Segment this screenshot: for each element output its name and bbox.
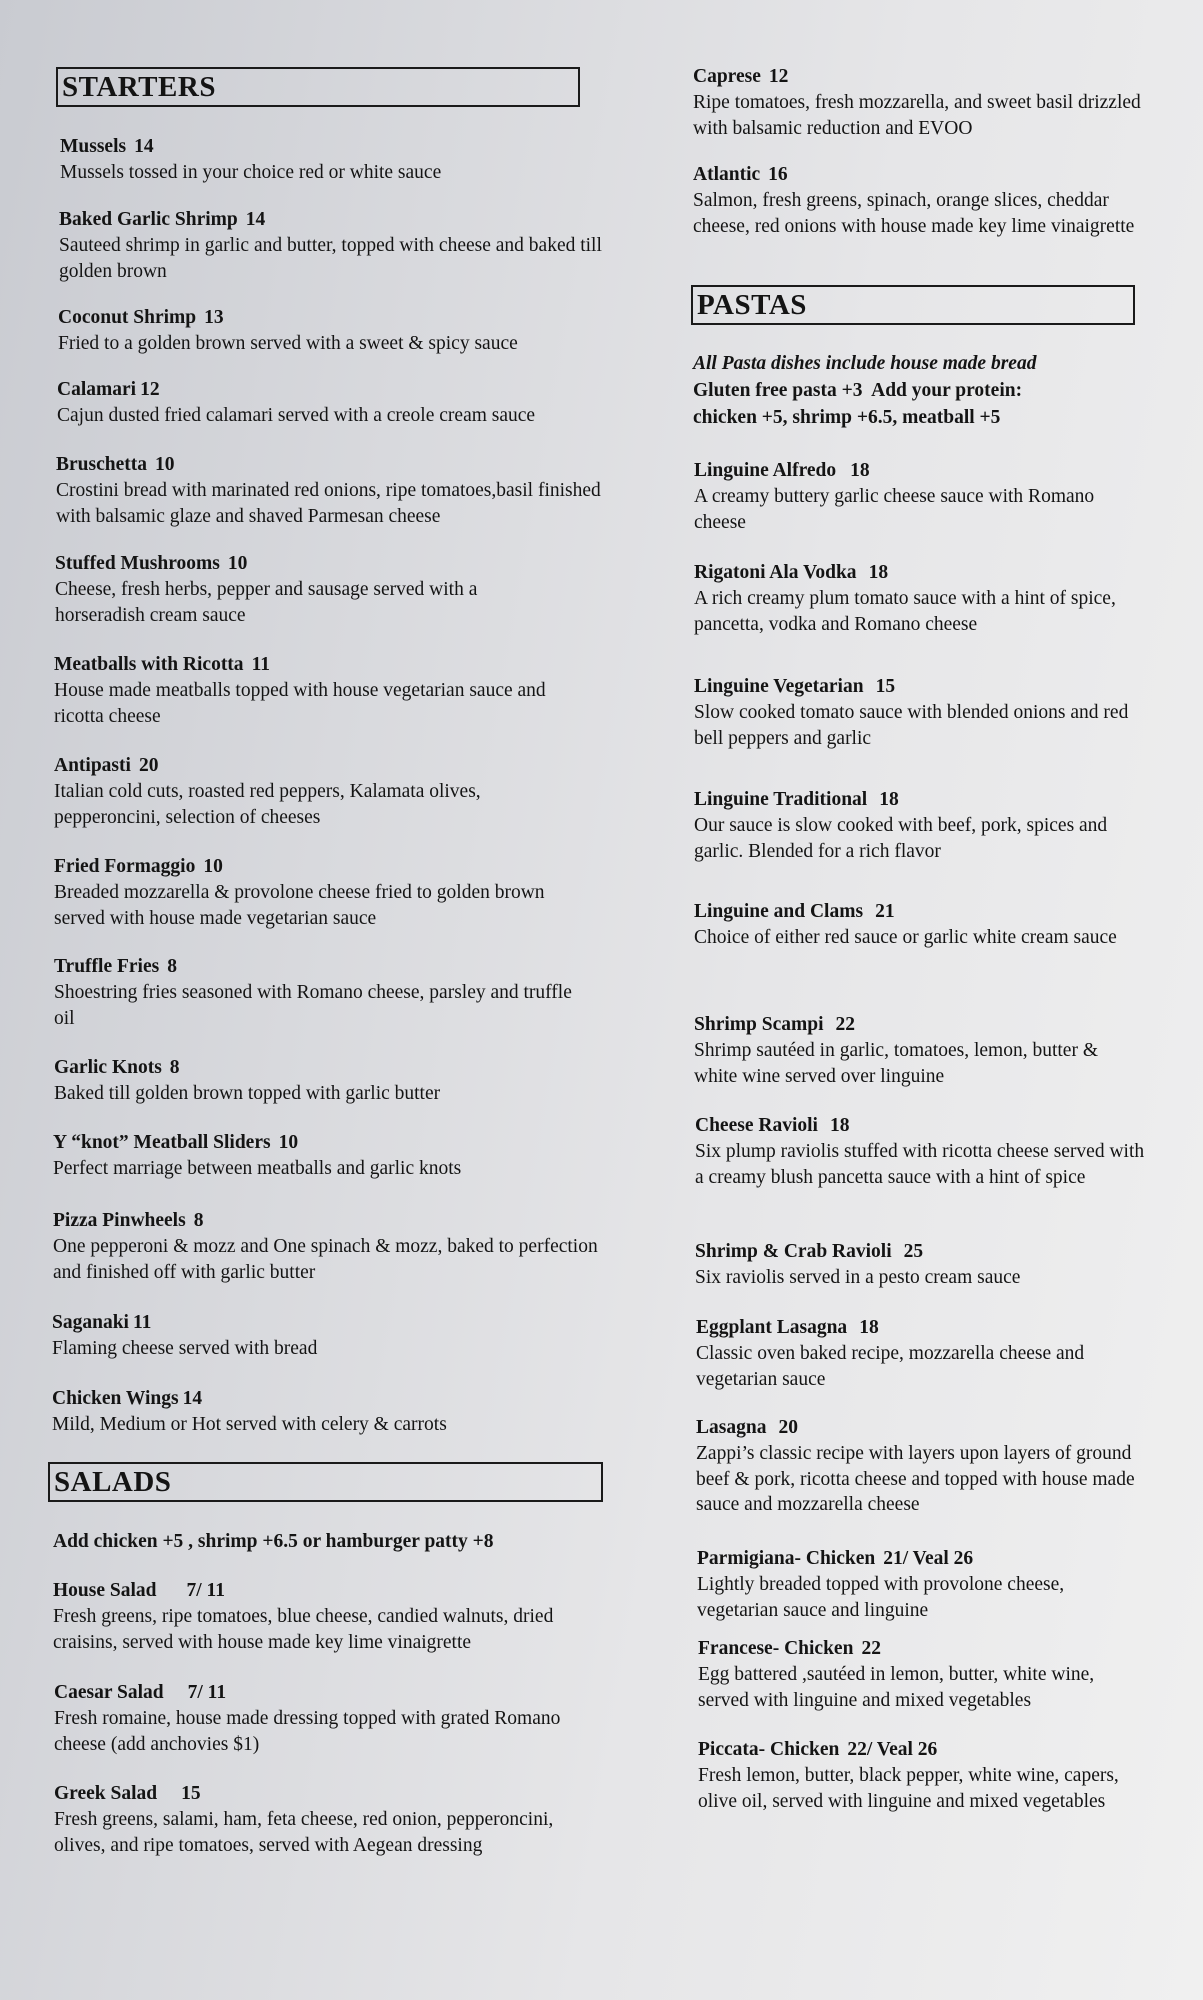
pastas-note-protein: chicken +5, shrimp +6.5, meatball +5 [693,407,1001,428]
item-name: Saganaki [52,1312,129,1333]
item-description: Ripe tomatoes, fresh mozzarella, and sweet basil drizzled with balsamic reduction and EVOO [693,92,1141,139]
item-price: 10 [278,1132,299,1153]
item-name: Chicken Wings [52,1388,179,1409]
item-name: Bruschetta [56,454,147,475]
item-price: 14 [245,209,266,230]
item-name: Linguine Vegetarian [694,676,864,697]
item-description: Fresh greens, ripe tomatoes, blue cheese, candied walnuts, dried craisins, served with house made key lime vinaigrette [53,1606,554,1653]
item-name: Lasagna [696,1417,767,1438]
item-name: Linguine Alfredo [694,460,837,481]
menu-item [695,1239,1145,1291]
item-description: Fried to a golden brown served with a sweet & spicy sauce [58,333,518,354]
menu-item [694,458,1124,535]
item-price: 22/ Veal 26 [847,1739,938,1760]
menu-item [54,954,594,1031]
item-price: 18 [868,562,889,583]
item-price: 20 [138,755,159,776]
item-price: 13 [204,307,224,328]
menu-item [52,1386,612,1438]
item-name: Caprese [693,66,761,87]
menu-item [53,1130,613,1182]
pastas-heading: PASTAS [691,285,1135,325]
item-description: Egg battered ,sautéed in lemon, butter, white wine, served with linguine and mixed vegetables [698,1664,1095,1711]
item-price: 11 [132,1312,152,1333]
pastas-note-bread: All Pasta dishes include house made bread [693,353,1037,374]
item-description: Cajun dusted fried calamari served with a creole cream sauce [57,405,536,426]
item-description: Our sauce is slow cooked with beef, pork, spices and garlic. Blended for a rich flavor [694,815,1108,862]
item-name: Antipasti [54,755,131,776]
item-description: Breaded mozzarella & provolone cheese fried to golden brown served with house made vegetarian sauce [54,882,545,929]
item-description: Zappi’s classic recipe with layers upon layers of ground beef & pork, ricotta cheese and topped with house made sauce and mozzarella cheese [696,1443,1135,1515]
item-price: 12 [768,66,789,87]
item-name: Shrimp Scampi [694,1014,824,1035]
item-description: Crostini bread with marinated red onions, ripe tomatoes,basil finished with balsamic glaze and shaved Parmesan cheese [56,480,601,527]
item-name: Linguine Traditional [694,789,868,810]
item-description: Cheese, fresh herbs, pepper and sausage served with a horseradish cream sauce [55,579,478,626]
menu-item [694,899,1134,951]
item-name: Pizza Pinwheels [53,1210,186,1231]
item-name: Linguine and Clams [694,901,864,922]
salads-addon-note: Add chicken +5 , shrimp +6.5 or hamburger patty +8 [53,1531,494,1552]
item-description: Baked till golden brown topped with garlic butter [54,1083,441,1104]
item-price: 18 [850,460,870,481]
menu-item [694,674,1144,751]
item-description: Italian cold cuts, roasted red peppers, Kalamata olives, pepperoncini, selection of cheeses [54,781,481,828]
menu-item [693,64,1143,141]
item-price: 20 [778,1417,798,1438]
item-name: Stuffed Mushrooms [55,553,220,574]
menu-item [54,1055,614,1107]
menu-item [694,560,1154,637]
item-name: Francese- Chicken [698,1638,854,1659]
menu-item [56,452,616,529]
item-description: Fresh lemon, butter, black pepper, white wine, capers, olive oil, served with linguine and mixed vegetables [698,1765,1119,1812]
menu-item [54,1680,574,1757]
item-description: Six plump raviolis stuffed with ricotta cheese served with a creamy blush pancetta sauce with a hint of spice [695,1141,1145,1188]
menu-item [55,551,555,628]
item-description: Fresh greens, salami, ham, feta cheese, red onion, pepperoncini, olives, and ripe tomatoes, served with Aegean dressing [54,1809,554,1856]
item-name: Rigatoni Ala Vodka [694,562,857,583]
item-price: 22 [835,1014,855,1035]
menu-item [54,854,574,931]
item-name: Baked Garlic Shrimp [59,209,238,230]
starters-heading: STARTERS [56,67,580,107]
item-price: 11 [251,654,270,675]
item-name: Atlantic [693,164,761,185]
item-price: 18 [829,1115,850,1136]
pastas-note [693,350,1153,431]
item-description: Choice of either red sauce or garlic white cream sauce [694,927,1117,948]
pastas-note-gluten: Gluten free pasta +3 Add your protein: [693,380,1023,401]
menu-item [54,652,594,729]
item-name: Y “knot” Meatball Sliders [53,1132,271,1153]
item-name: House Salad [53,1580,157,1601]
menu-item [695,1113,1150,1190]
item-description: Six raviolis served in a pesto cream sauce [695,1267,1021,1288]
item-name: Shrimp & Crab Ravioli [695,1241,892,1262]
item-name: Meatballs with Ricotta [54,654,244,675]
menu-item [57,377,617,429]
menu-item [694,787,1144,864]
item-description: Perfect marriage between meatballs and garlic knots [53,1158,462,1179]
item-description: Lightly breaded topped with provolone cheese, vegetarian sauce and linguine [697,1574,1065,1621]
item-price: 10 [227,553,248,574]
menu-item [58,305,618,357]
item-description: Classic oven baked recipe, mozzarella cheese and vegetarian sauce [696,1343,1085,1390]
item-price: 16 [768,164,788,185]
item-price: 18 [859,1317,879,1338]
menu-item [53,1578,593,1655]
item-name: Fried Formaggio [54,856,196,877]
item-price: 8 [169,1057,180,1078]
item-price: 21 [875,901,895,922]
item-name: Cheese Ravioli [695,1115,818,1136]
item-description: One pepperoni & mozz and One spinach & mozz, baked to perfection and finished off with garlic butter [53,1236,598,1283]
item-description: Shrimp sautéed in garlic, tomatoes, lemon, butter & white wine served over linguine [694,1040,1098,1087]
menu-item [694,1012,1144,1089]
item-price: 12 [140,379,160,400]
item-description: Fresh romaine, house made dressing topped with grated Romano cheese (add anchovies $1) [54,1708,561,1755]
item-name: Mussels [60,136,127,157]
item-price: 14 [134,136,154,157]
menu-item [54,753,574,830]
item-description: Shoestring fries seasoned with Romano cheese, parsley and truffle oil [54,982,572,1029]
item-price: 14 [182,1388,203,1409]
menu-item [693,162,1143,239]
item-price: 10 [203,856,223,877]
menu-item [698,1636,1148,1713]
item-description: A creamy buttery garlic cheese sauce with Romano cheese [694,486,1095,533]
item-name: Caesar Salad [54,1682,164,1703]
item-name: Piccata- Chicken [698,1739,840,1760]
salads-heading: SALADS [48,1462,603,1502]
item-price: 7/ 11 [187,1682,227,1703]
item-price: 18 [879,789,899,810]
item-price: 10 [155,454,175,475]
menu-item [697,1546,1147,1623]
item-price: 15 [181,1783,201,1804]
item-price: 8 [193,1210,204,1231]
menu-item [53,1208,613,1285]
menu-item [52,1310,612,1362]
menu-item [54,1781,594,1858]
item-description: A rich creamy plum tomato sauce with a hint of spice, pancetta, vodka and Romano cheese [694,588,1116,635]
menu-item [696,1315,1136,1392]
item-name: Greek Salad [54,1783,158,1804]
item-name: Parmigiana- Chicken [697,1548,876,1569]
item-description: Sauteed shrimp in garlic and butter, topped with cheese and baked till golden brown [59,235,602,282]
item-description: Salmon, fresh greens, spinach, orange slices, cheddar cheese, red onions with house made key lime vinaigrette [693,190,1135,237]
item-name: Truffle Fries [54,956,160,977]
item-description: House made meatballs topped with house vegetarian sauce and ricotta cheese [54,680,546,727]
item-price: 8 [167,956,177,977]
menu-item [696,1415,1146,1518]
item-description: Slow cooked tomato sauce with blended onions and red bell peppers and garlic [694,702,1129,749]
item-description: Flaming cheese served with bread [52,1338,318,1359]
item-price: 7/ 11 [186,1580,225,1601]
menu-item [60,134,620,186]
item-name: Coconut Shrimp [58,307,197,328]
item-description: Mild, Medium or Hot served with celery & carrots [52,1414,447,1435]
item-name: Garlic Knots [54,1057,162,1078]
menu-item [59,207,619,284]
item-price: 15 [875,676,896,697]
menu-item [698,1737,1148,1814]
item-name: Calamari [57,379,137,400]
item-price: 21/ Veal 26 [883,1548,974,1569]
item-price: 25 [903,1241,924,1262]
item-name: Eggplant Lasagna [696,1317,848,1338]
item-description: Mussels tossed in your choice red or white sauce [60,162,442,183]
item-price: 22 [861,1638,881,1659]
